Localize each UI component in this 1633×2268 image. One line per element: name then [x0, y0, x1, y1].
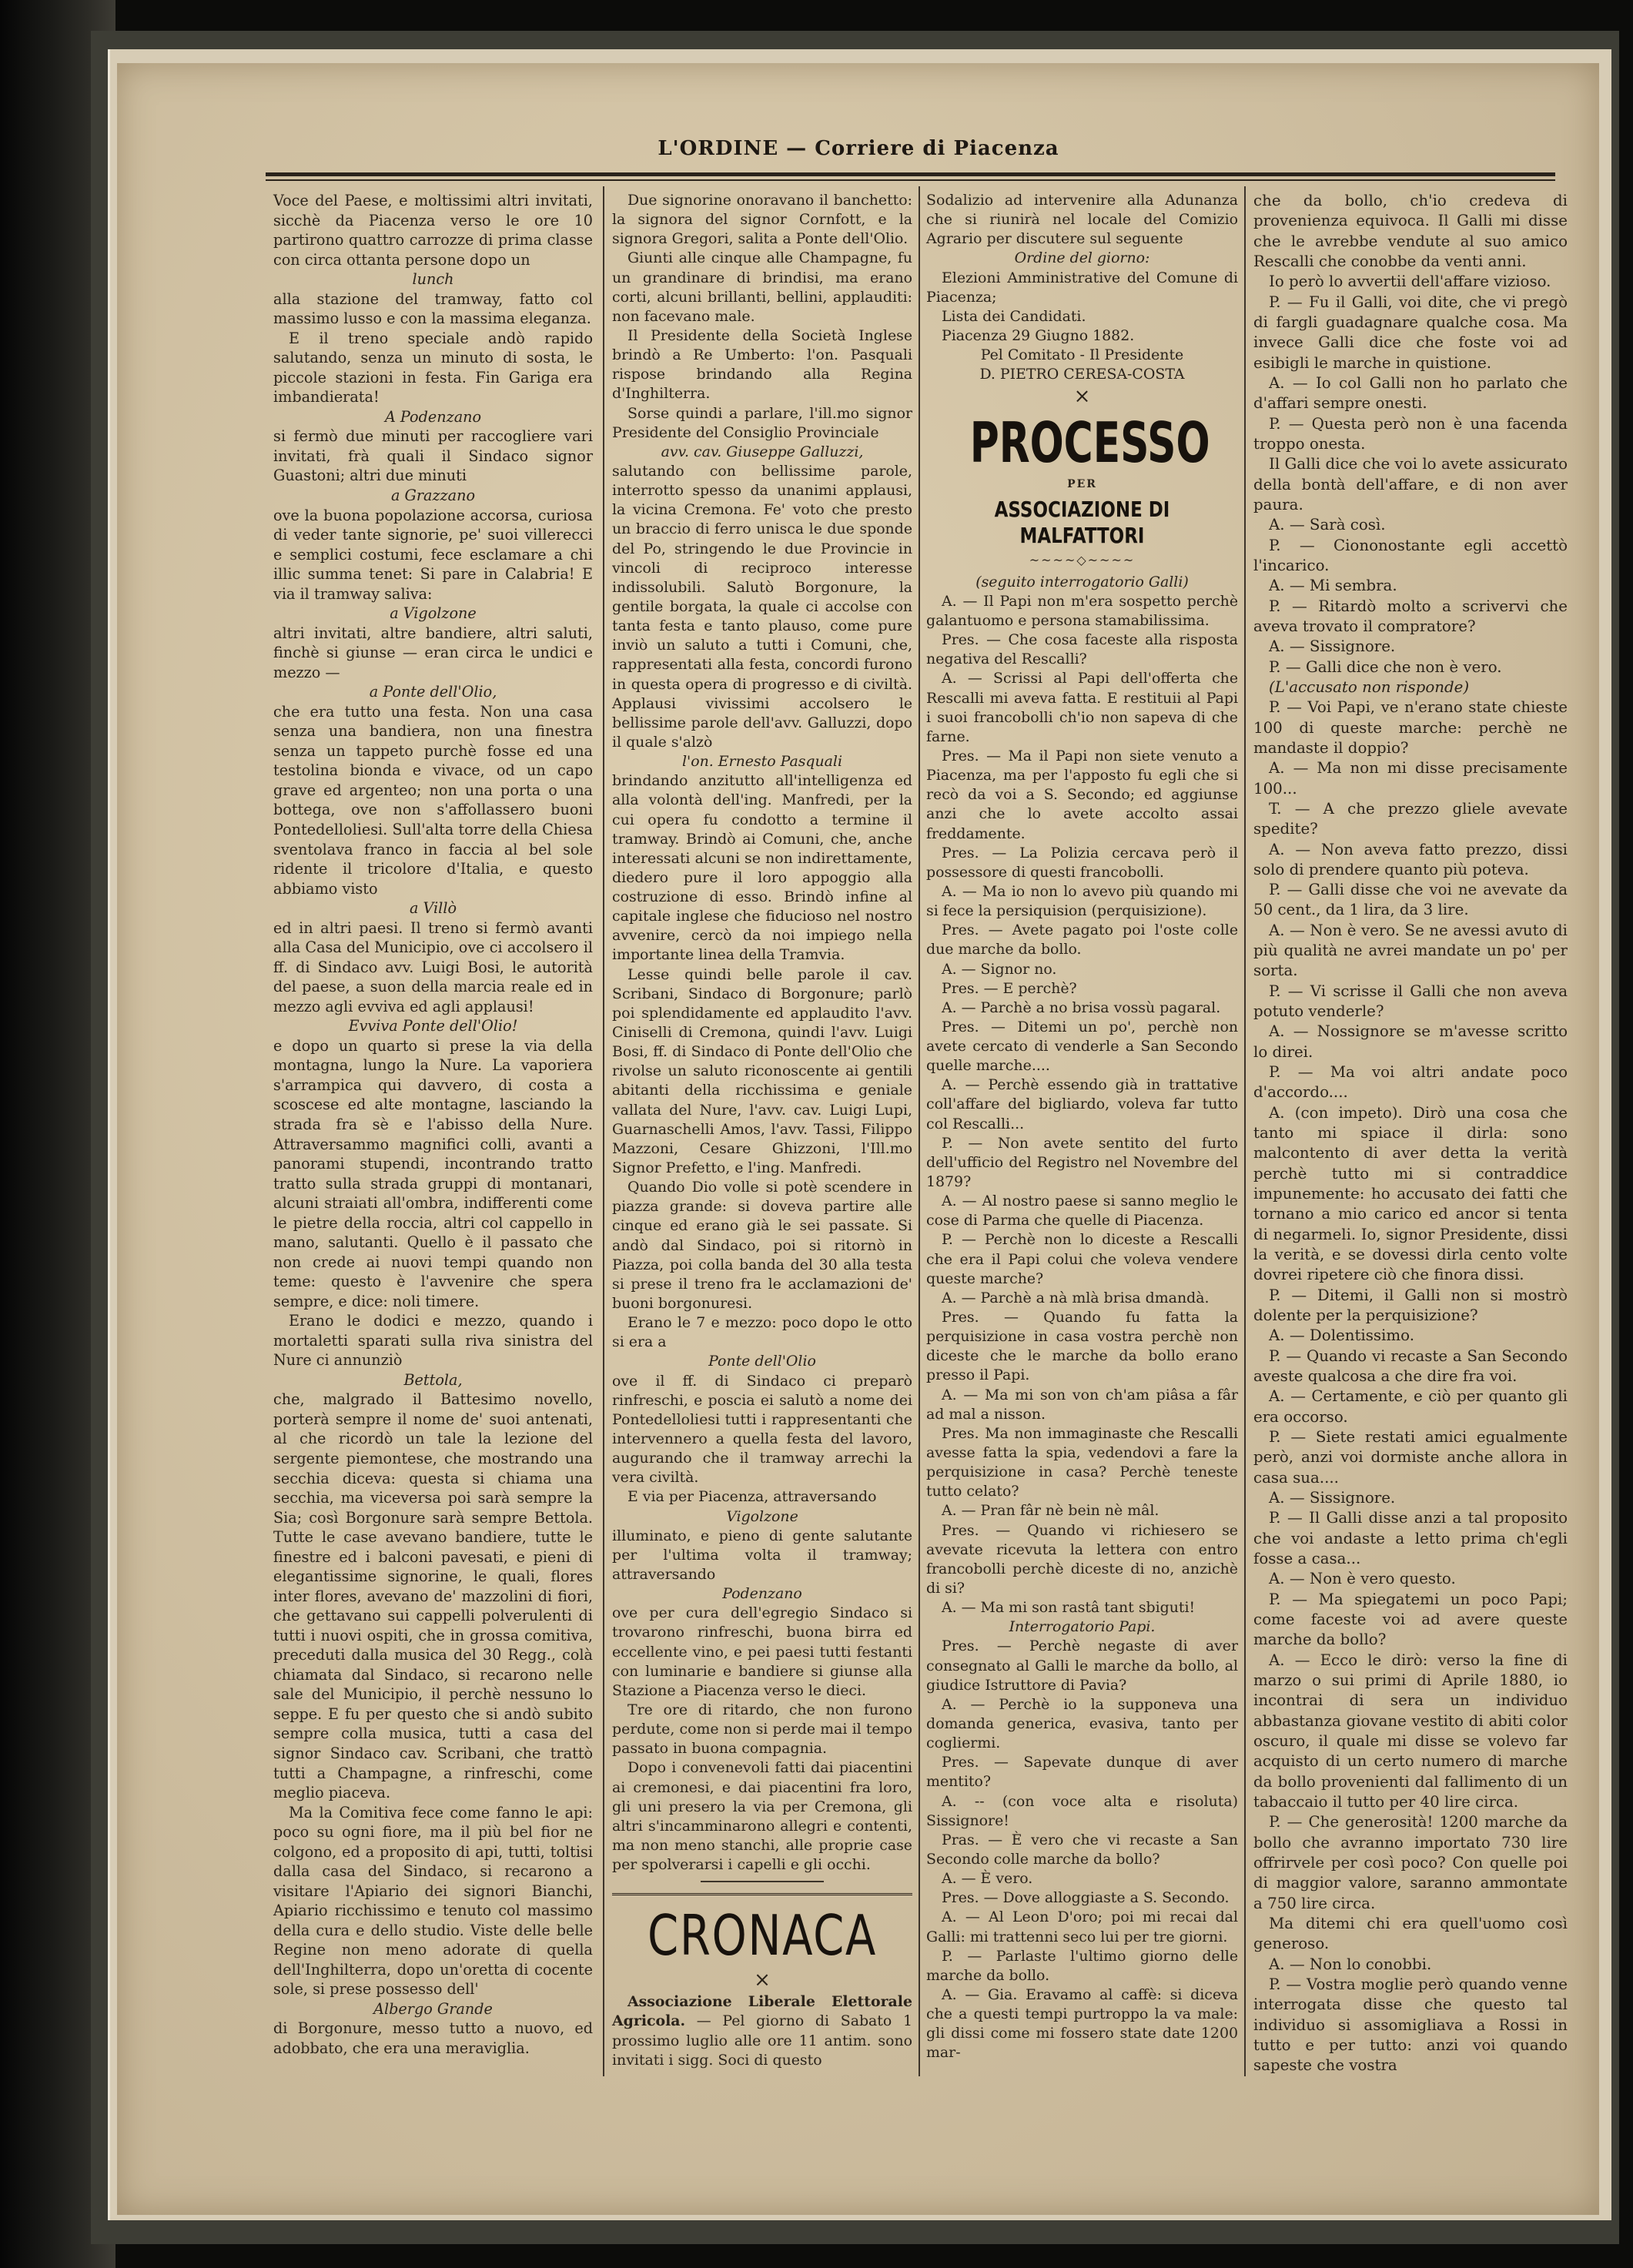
col1-paragraph: altri invitati, altre bandiere, altri saluti, finchè si giunse — eran circa le undici e mezzo —: [273, 624, 593, 681]
col2-paragraph: Lesse quindi belle parole il cav. Scribani, Sindaco di Borgonure; parlò poi splendidamente ed applaudito l'avv. Ciniselli di Cremona, quindi l'avv. Luigi Bosi, ff. di Sindaco di Ponte dell'Olio che rivolse un saluto riconoscente ai gentili abitanti della ricchissima e geniale vallata del Nure, l'avv. cav. Luigi Lupi, Guarnaschelli Amos, l'avv. Tassi, Filippo Mazzoni, Cesare Ghizzoni, l'Ill.mo Signor Prefetto, e l'ing. Manfredi.: [612, 965, 912, 1177]
col3-paragraph: A. — È vero.: [942, 1870, 1033, 1888]
col1-paragraph: e dopo un quarto si prese la via della montagna, lungo la Nure. La vaporiera s'arrampica qui davvero, di costa a scoscese ed alte montagne, lasciando la strada fra sè e l'abisso della Nure. Attraversammo magnifici colli, avanti a panorami stupendi, incontrando tratto tratto sulla strada gruppi di montanari, alcuni straiati all'ombra, indifferenti come le pietre della roccia, altri col cappello in mano, salutanti. Quello è il passato che non crede ai nuovi tempi quando non teme: questo è l'avvenire che spera sempre, e dice: noli timere.: [273, 1036, 593, 1310]
col3-paragraph: Pres. — Avete pagato poi l'oste colle due marche da bollo.: [926, 922, 1238, 958]
col1-paragraph: alla stazione del tramway, fatto col massimo lusso e con la massima eleganza.: [273, 289, 593, 328]
col4-paragraph: P. — Ritardò molto a scrivervi che aveva trovato il compratore?: [1253, 597, 1568, 635]
col3-paragraph: A. — Gia. Eravamo al caffè: si diceva che a questi tempi purtroppo la va male: gli dissi come mi fossero state date 1200 mar-: [926, 1985, 1238, 2062]
col3-paragraph: Pras. — È vero che vi recaste a San Secondo colle marche da bollo?: [926, 1831, 1238, 1868]
col2-paragraph: Tre ore di ritardo, che non furono perdute, come non si perde mai il tempo passato in buona compagnia.: [612, 1701, 912, 1758]
col3-paragraph: A. — Signor no.: [942, 960, 1057, 978]
col2-paragraph: Due signorine onoravano il banchetto: la signora del signor Cornfott, e la signora Gregori, salita a Ponte dell'Olio.: [612, 192, 912, 248]
col2-paragraph: Giunti alle cinque alle Champagne, fu un grandinare di brindisi, ma erano corti, alcuni brillanti, bellini, applauditi: non facevano male.: [612, 249, 912, 325]
column-2-text: [612, 191, 912, 1875]
col3-paragraph: Pres. — Quando vi richiesero se avevate ricevuta la lettera con entro francobolli perchè diceste di no, anzichè di si?: [926, 1521, 1238, 1597]
col4-paragraph: P. — Il Galli disse anzi a tal proposito che voi andaste a letto prima ch'egli fosse a casa...: [1253, 1509, 1568, 1567]
col4-paragraph: Il Galli dice che voi lo avete assicurato della bontà dell'affare, e di non aver paura.: [1253, 455, 1568, 513]
col3-paragraph: A. — Scrissi al Papi dell'offerta che Rescalli mi aveva fatta. E restituii al Papi i suoi francobolli ch'io non sapeva di che farne.: [926, 670, 1238, 745]
col3-paragraph: P. — Parlaste l'ultimo giorno delle marche da bollo.: [926, 1947, 1238, 1984]
processo-per: PER: [1067, 478, 1097, 491]
col3-paragraph: A. — Ma mi son von ch'am piâsa a fâr ad mal a nisson.: [926, 1386, 1238, 1423]
col3_top-paragraph: Ordine del giorno:: [1014, 249, 1150, 267]
col4-paragraph: Io però lo avvertii dell'affare vizioso.: [1269, 273, 1551, 291]
col3-paragraph: Pres. Ma non immaginaste che Rescalli avesse fatta la spia, vedendovi a fare la perquisizione in casa? Perchè teneste tutto celato?: [926, 1424, 1238, 1500]
col4-paragraph: A. — Mi sembra.: [1269, 577, 1397, 595]
col2-paragraph: Erano le 7 e mezzo: poco dopo le otto si era a: [612, 1314, 912, 1351]
section-rule: [701, 1881, 824, 1882]
col1-paragraph: E il treno speciale andò rapido salutando, senza un minuto di sosta, le piccole stazioni in festa. Fin Gariga era imbandierata!: [273, 329, 593, 406]
col3_top-paragraph: Pel Comitato - Il Presidente: [980, 346, 1184, 364]
column-3: [926, 191, 1238, 2063]
col1-paragraph: Evviva Ponte dell'Olio!: [348, 1017, 518, 1035]
col4-paragraph: P. — Galli dice che non è vero.: [1269, 657, 1502, 676]
ornament-rule: ~~~~◇~~~~: [1029, 552, 1136, 567]
col4-paragraph: A. — Sissignore.: [1269, 637, 1396, 656]
cronaca-notice-head: Associazione Liberale Elettorale Agricola.: [612, 1993, 912, 2030]
col1-paragraph: di Borgonure, messo tutto a nuovo, ed adobbato, che era una meraviglia.: [273, 2019, 593, 2057]
cronaca-notice-text: — Pel giorno di Sabato 1 prossimo luglio alle ore 11 antim. sono invitati i sigg. Soci di questo: [612, 2012, 912, 2069]
col3-paragraph: Pres. — E perchè?: [942, 979, 1077, 997]
col2-paragraph: E via per Piacenza, attraversando: [627, 1488, 877, 1506]
col1-paragraph: lunch: [412, 270, 454, 289]
col4-paragraph: P. — Vi scrisse il Galli che non aveva potuto venderle?: [1253, 982, 1568, 1021]
col4-paragraph: A. — Ma non mi disse precisamente 100...: [1253, 759, 1568, 798]
col3-paragraph: Pres. — Ma il Papi non siete venuto a Piacenza, ma per l'apposto fu egli che si recò da voi a S. Secondo; ed aggiunse anzi che lo avete accolto assai freddamente.: [926, 747, 1238, 842]
col3-paragraph: A. — Al Leon D'oro; poi mi recai dal Galli: mi trattenni seco lui per tre giorni.: [926, 1908, 1238, 1945]
col2-paragraph: ove per cura dell'egregio Sindaco si trovarono rinfreschi, buona birra ed eccellente vino, e pei paesi tutti festanti con luminarie e bandiere si giunse alla Stazione a Piacenza verso le dieci.: [612, 1604, 912, 1699]
col4-paragraph: P. — Siete restati amici egualmente però, anzi voi dormiste anche allora in casa sua....: [1253, 1428, 1568, 1487]
col2-paragraph: Sorse quindi a parlare, l'ill.mo signor Presidente del Consiglio Provinciale: [612, 404, 912, 441]
column-divider-3: [1244, 186, 1246, 2076]
col2-paragraph: brindando anzitutto all'intelligenza ed alla volontà dell'ing. Manfredi, per la cui opera fu condotto a termine il tramway. Brindò ai Comuni, che, anche interessati alcuni se non indirettamente, diedero pure il loro appoggio alla costruzione di esso. Brindò infine al capitale inglese che fiducioso nel nostro avvenire, cercò da noi impiego nella importante linea della Tramvia.: [612, 772, 912, 964]
col4-paragraph: A. — Sarà così.: [1269, 516, 1386, 534]
col3-paragraph: Pres. — Sapevate dunque di aver mentito?: [926, 1754, 1238, 1791]
processo-title: PROCESSO: [969, 410, 1210, 476]
col1-paragraph: che, malgrado il Battesimo novello, porterà sempre il nome de' suoi antenati, al che ricordò un tale la lezione del sergente piemontese, che mostrando una secchia diceva: questa si chiama una secchia, ma viceversa poi sarà sempre la Sia; così Borgonure sarà sempre Bettola. Tutte le case avevano bandiere, tutte le finestre ed i balconi pavesati, e pieni di elegantissime signorine, le quali, flores inter flores, avevano de' mazzolini di fiori, che gettavano sui cappelli polverulenti di tutti i nuovi ospiti, che in grossa comitiva, preceduti dalla musica del 30 Regg., colà chiamata dal Sindaco, si recarono nelle sale del Municipio, il perchè nessuno lo seppe. E fu per questo che si andò subito sempre colla musica, tutti a casa del signor Sindaco cav. Scribani, che trattò tutti a Champagne, a rinfreschi, come meglio piaceva.: [273, 1390, 593, 1802]
col3-paragraph: Pres. — Quando fu fatta la perquisizione in casa vostra perchè non diceste che le marche da bollo erano presso il Papi.: [926, 1309, 1238, 1384]
masthead: L'ORDINE — Corriere di Piacenza: [658, 137, 1059, 160]
col3-paragraph: Pres. — Perchè negaste di aver consegnato al Galli le marche da bollo, al giudice Istruttore di Pavia?: [926, 1637, 1238, 1694]
col4-paragraph: (L'accusato non risponde): [1269, 677, 1470, 696]
masthead-rule-thin: [266, 179, 1555, 181]
col3-paragraph: A. — Perchè essendo già in trattative coll'affare del bigliardo, voleva far tutto col Rescalli...: [926, 1076, 1238, 1132]
col4-paragraph: Ma ditemi chi era quell'uomo così generoso.: [1253, 1914, 1568, 1953]
col2-paragraph: Dopo i convenevoli fatti dai piacentini ai cremonesi, e dai piacentini fra loro, gli uni presero la via per Cremona, gli altri s'incamminarono allegri e contenti, ma non meno stanchi, alle proprie case per spolverarsi i capelli e gli occhi.: [612, 1759, 912, 1874]
col3-paragraph: Pres. — Che cosa faceste alla risposta negativa del Rescalli?: [926, 631, 1238, 668]
column-divider-1: [603, 186, 604, 2076]
col1-paragraph: Bettola,: [403, 1370, 463, 1389]
col4-paragraph: T. — A che prezzo gliele avevate spedite?: [1253, 799, 1568, 838]
cronaca-notice: [612, 1992, 912, 2070]
col1-paragraph: Albergo Grande: [373, 1999, 493, 2018]
col3-paragraph: A. — Il Papi non m'era sospetto perchè galantuomo e persona stamabilissima.: [926, 592, 1238, 629]
col2-paragraph: illuminato, e pieno di gente salutante per l'ultima volta il tramway; attraversando: [612, 1527, 912, 1583]
col4-paragraph: A. — Dolentissimo.: [1269, 1326, 1414, 1345]
col2-paragraph: l'on. Ernesto Pasquali: [681, 753, 843, 771]
col3-paragraph: P. — Perchè non lo diceste a Rescalli che era il Papi colui che voleva vendere queste marche?: [926, 1231, 1238, 1287]
col3_top-paragraph: Piacenza 29 Giugno 1882.: [942, 326, 1135, 344]
col4-paragraph: A. — Nossignore se m'avesse scritto lo direi.: [1253, 1022, 1568, 1061]
col3-paragraph: A. — Parchè a nà mlà brisa dmandà.: [942, 1289, 1210, 1306]
col4-paragraph: P. — Ciononostante egli accettò l'incarico.: [1253, 536, 1568, 574]
col3-paragraph: Interrogatorio Papi.: [1009, 1618, 1156, 1636]
col4-paragraph: P. — Voi Papi, ve n'erano state chieste 100 di queste marche: perchè ne mandaste il doppio?: [1253, 698, 1568, 757]
col2-paragraph: Quando Dio volle si potè scendere in piazza grande: si doveva partire alle cinque ed erano già le sei passate. Si andò dal Sindaco, poi si ritornò in Piazza, poi colla banda del 30 alla testa si prese il treno fra le acclamazioni de' buoni borgonuresi.: [612, 1179, 912, 1313]
column-2: [612, 191, 912, 2070]
col4-paragraph: P. — Questa però non è una facenda troppo onesta.: [1253, 414, 1568, 453]
column-3-notice: [926, 191, 1238, 384]
col1-paragraph: Voce del Paese, e moltissimi altri invitati, sicchè da Piacenza verso le ore 10 partirono quattro carrozze di prima classe con circa ottanta persone dopo un: [273, 192, 593, 269]
col1-paragraph: Ma la Comitiva fece come fanno le api: poco su ogni fiore, ma il più bel fior ne colgono, ed a proposito di api, tutti, toltisi dalla casa del Sindaco, si recarono a visitare l'Apiario dei signori Bianchi, Apiario ricchissimo e tenuto col massimo della cura e dello studio. Viste delle belle Regine non meno adorate di quella dell'Inghilterra, dopo un'oretta di cocente sole, si prese possesso dell': [273, 1803, 593, 1999]
col4-paragraph: A. — Non lo conobbi.: [1269, 1955, 1432, 1973]
col1-paragraph: a Vigolzone: [390, 604, 477, 623]
col4-paragraph: P. — Ma spiegatemi un poco Papi; come faceste voi ad avere queste marche da bollo?: [1253, 1590, 1568, 1649]
col4-paragraph: A. — Sissignore.: [1269, 1489, 1396, 1507]
col1-paragraph: A Podenzano: [384, 407, 482, 426]
col4-paragraph: P. — Ditemi, il Galli non si mostrò dolente per la perquisizione?: [1253, 1286, 1568, 1325]
masthead-rule-thick: [266, 172, 1555, 176]
col4-paragraph: A. (con impeto). Dirò una cosa che tanto mi spiace il dirla: sono malcontento di aver detta la verità perchè tutto mi si contraddice impunemente: ho accusato dei fatti che tornano a mio carico ed ancor si tenta di negarmeli. Io, signor Presidente, dissi la verità, e se dovessi dirla cento volte dovrei ripetere ciò che finora dissi.: [1253, 1103, 1568, 1284]
cronaca-title: CRONACA: [648, 1903, 877, 1969]
col1-paragraph: si fermò due minuti per raccogliere vari invitati, frà quali il Sindaco signor Guastoni; altri due minuti: [273, 427, 593, 485]
col4-paragraph: P. — Fu il Galli, voi dite, che vi pregò di fargli guadagnare qualche cosa. Ma invece Galli dice che foste voi ad esibigli le marche in quistione.: [1253, 293, 1568, 372]
column-1: [273, 191, 593, 2058]
col2-paragraph: Podenzano: [722, 1585, 802, 1603]
col2-paragraph: salutando con bellissime parole, interrotto spesso da unanimi applausi, la vicina Cremona. Fe' voto che presto un braccio di ferro unisca le due sponde del Po, stringendo le due Provincie in vincoli di reciproco interesse indissolubili. Salutò Borgonure, la gentile borgata, la quale ci accolse con tanta festa e tanto plauso, come pure inviò un saluto a tutti i Comuni, che, rappresentati alla festa, concordi furono in questa opera di progresso e di civiltà. Applausi vivissimi accolsero le bellissime parole dell'avv. Galluzzi, dopo il quale s'alzò: [612, 462, 912, 751]
col4-paragraph: A. — Ecco le dirò: verso la fine di marzo o sui primi di Aprile 1880, io incontrai di sera un individuo abbastanza giovane vestito di abiti color oscuro, il quale mi disse se volevo far acquisto di un certo numero di marche da bollo provenienti dal fallimento di un tabaccaio il tutto per 40 lire circa.: [1253, 1651, 1568, 1811]
col3-paragraph: Pres. — La Polizia cercava però il possessore di questi francobolli.: [926, 844, 1238, 881]
col3-paragraph: A. — Al nostro paese si sanno meglio le cose di Parma che quelle di Piacenza.: [926, 1193, 1238, 1229]
col3-paragraph: A. — Parchè a no brisa vossù pagaral.: [942, 999, 1221, 1016]
col1-paragraph: ove la buona popolazione accorsa, curiosa di veder tante signorie, pe' suoi villerecci e semplici costumi, fece esclamare a chi illic summa tenet: Si pare in Calabria! E via il tramway saliva:: [273, 506, 593, 603]
cross-ornament: ×: [1073, 385, 1091, 409]
col4-paragraph: P. — Ma voi altri andate poco d'accordo....: [1253, 1063, 1568, 1102]
col3-paragraph: A. — Ma io non lo avevo più quando mi si fece la persiquision (perquisizione).: [926, 882, 1238, 920]
col3-paragraph: A. — Ma mi son rastâ tant sbiguti!: [942, 1599, 1196, 1617]
col4-paragraph: che da bollo, ch'io credeva di provenienza equivoca. Il Galli mi disse che le avrebbe vendute al suo amico Rescalli che conobbe da venti anni.: [1253, 192, 1568, 270]
cronaca-section: [612, 1893, 912, 2070]
col1-paragraph: Erano le dodici e mezzo, quando i mortaletti sparati sulla riva sinistra del Nure ci annunziò: [273, 1312, 593, 1370]
col4-paragraph: P. — Vostra moglie però quando venne interrogata disse che questo tal individuo si assomigliava a Rossi in tutto e per tutto: anzi voi quando sapeste che vostra: [1253, 1975, 1568, 2075]
col3_top-paragraph: D. PIETRO CERESA-COSTA: [979, 366, 1185, 383]
cross-ornament: ×: [754, 1969, 771, 1992]
processo-subtitle: ASSOCIAZIONE DI MALFATTORI: [994, 496, 1170, 548]
col4-paragraph: P. — Che generosità! 1200 marche da bollo che avranno importato 730 lire offrirvele per così poco? Con quelle poi di maggior valore, saranno ammontate a 750 lire circa.: [1253, 1813, 1568, 1912]
col3-paragraph: Pres. — Dove alloggiaste a S. Secondo.: [942, 1889, 1230, 1907]
col1-paragraph: a Grazzano: [390, 486, 476, 504]
col2-paragraph: Vigolzone: [726, 1507, 798, 1525]
col3_top-paragraph: Elezioni Amministrative del Comune di Piacenza;: [926, 269, 1238, 306]
col3-paragraph: A. — Perchè io la supponeva una domanda generica, evasiva, tanto per cogliermi.: [926, 1695, 1238, 1752]
col1-paragraph: che era tutto una festa. Non una casa senza una bandiera, non una finestra senza un tappeto purchè fosse ed una testolina bionda e vivace, od un capo grave ed argenteo; non una porta o una bottega, ove non s'affollassero buoni Pontedelloliesi. Sull'alta torre della Chiesa sventolava franco in faccia al bel sole ridente il tricolore d'Italia, e questo abbiamo visto: [273, 702, 593, 898]
col3-paragraph: P. — Non avete sentito del furto dell'ufficio del Registro nel Novembre del 1879?: [926, 1134, 1238, 1191]
col2-paragraph: Il Presidente della Società Inglese brindò a Re Umberto: l'on. Pasquali rispose brindando alla Regina d'Inghilterra.: [612, 326, 912, 403]
col3_top-paragraph: Lista dei Candidati.: [942, 307, 1086, 325]
col4-paragraph: A. — Non aveva fatto prezzo, dissi solo di prendere quanto più poteva.: [1253, 840, 1568, 878]
col1-paragraph: a Villò: [409, 899, 457, 918]
col2-paragraph: avv. cav. Giuseppe Galluzzi,: [661, 443, 864, 460]
col3_top-paragraph: Sodalizio ad intervenire alla Adunanza che si riunirà nel locale del Comizio Agrario per discutere sul seguente: [926, 192, 1238, 248]
col3-paragraph: Pres. — Ditemi un po', perchè non avete cercato di venderle a San Secondo quelle marche....: [926, 1018, 1238, 1075]
col1-paragraph: ed in altri paesi. Il treno si fermò avanti alla Casa del Municipio, ove ci accolsero il ff. di Sindaco avv. Luigi Bosi, le autorità del paese, a suon della marcia reale ed in mezzo agli evviva ed agli applausi!: [273, 918, 593, 1015]
col2-paragraph: Ponte dell'Olio: [708, 1353, 816, 1370]
col4-paragraph: A. — Io col Galli non ho parlato che d'affari sempre onesti.: [1253, 373, 1568, 413]
column-4: [1253, 191, 1568, 2076]
col4-paragraph: P. — Galli disse che voi ne avevate da 50 cent., da 1 lira, da 3 lire.: [1253, 881, 1568, 919]
col4-paragraph: P. — Quando vi recaste a San Secondo aveste qualcosa a che dire fra voi.: [1253, 1346, 1568, 1386]
col3-paragraph: A. — Pran fâr nè bein nè mâl.: [942, 1502, 1159, 1520]
column-3-text: [926, 592, 1238, 2063]
col4-paragraph: A. — Non è vero questo.: [1269, 1570, 1456, 1588]
col3-paragraph: A. -- (con voce alta e risoluta) Sissignore!: [926, 1792, 1238, 1829]
col2-paragraph: ove il ff. di Sindaco ci preparò rinfreschi, e poscia ei salutò a nome dei Pontedelloliesi tutti i rappresentanti che intervennero a quella festa del lavoro, augurando che il tramway arrechi la vera civiltà.: [612, 1372, 912, 1487]
column-divider-2: [919, 186, 920, 2076]
col4-paragraph: A. — Non è vero. Se ne avessi avuto di più qualità ne avrei mandate un po' per sorta.: [1253, 921, 1568, 980]
processo-note: (seguito interrogatorio Galli): [975, 573, 1189, 590]
col1-paragraph: a Ponte dell'Olio,: [369, 683, 497, 701]
col4-paragraph: A. — Certamente, e ciò per quanto gli era occorso.: [1253, 1387, 1568, 1426]
